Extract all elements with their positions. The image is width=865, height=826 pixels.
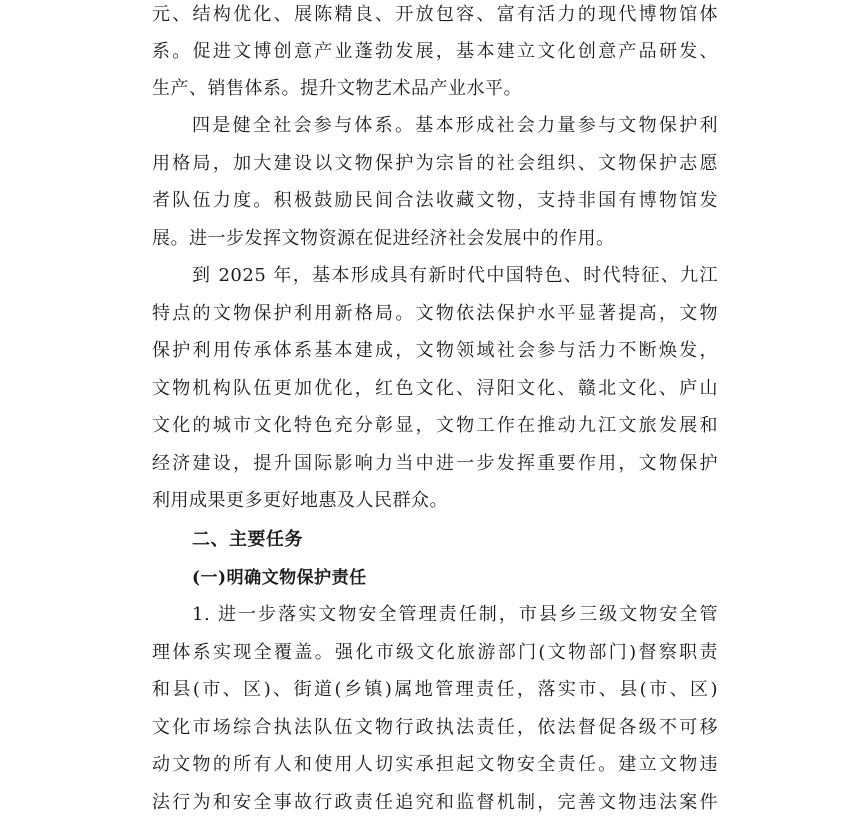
paragraph-line: 展。进一步发挥文物资源在促进经济社会发展中的作用。: [152, 228, 615, 249]
paragraph-line: 者队伍力度。积极鼓励民间合法收藏文物，支持非国有博物馆发: [152, 190, 718, 211]
paragraph-line: 利用成果更多更好地惠及人民群众。: [152, 490, 448, 511]
paragraph-line: 理体系实现全覆盖。强化市级文化旅游部门(文物部门)督察职责: [152, 642, 718, 663]
paragraph-line: 生产、销售体系。提升文物艺术品产业水平。: [152, 78, 522, 99]
subsection-heading: (一)明确文物保护责任: [192, 568, 367, 588]
paragraph-line: 用格局，加大建设以文物保护为宗旨的社会组织、文物保护志愿: [152, 153, 718, 174]
paragraph-line: 特点的文物保护利用新格局。文物依法保护水平显著提高，文物: [152, 303, 718, 324]
paragraph-line: 系。促进文博创意产业蓬勃发展，基本建立文化创意产品研发、: [152, 41, 718, 62]
paragraph-line: 和县(市、区)、街道(乡镇)属地管理责任，落实市、县(市、区): [152, 679, 718, 700]
paragraph-line: 元、结构优化、展陈精良、开放包容、富有活力的现代博物馆体: [152, 4, 718, 25]
section-heading: 二、主要任务: [192, 529, 303, 550]
paragraph-line: 文化市场综合执法队伍文物行政执法责任，依法督促各级不可移: [152, 717, 718, 738]
paragraph-lead-line: 到 2025 年，基本形成具有新时代中国特色、时代特征、九江: [192, 265, 718, 286]
paragraph-lead-line: 1. 进一步落实文物安全管理责任制，市县乡三级文物安全管: [192, 604, 718, 625]
paragraph-line: 动文物的所有人和使用人切实承担起文物安全责任。建立文物违: [152, 754, 718, 775]
paragraph-line: 文物机构队伍更加优化，红色文化、浔阳文化、赣北文化、庐山: [152, 378, 718, 399]
paragraph-line: 保护利用传承体系基本建成，文物领域社会参与活力不断焕发，: [152, 340, 718, 361]
paragraph-lead-line: 四是健全社会参与体系。基本形成社会力量参与文物保护利: [192, 115, 718, 136]
paragraph-line: 法行为和安全事故行政责任追究和监督机制，完善文物违法案件: [152, 792, 718, 813]
paragraph-line: 文化的城市文化特色充分彰显，文物工作在推动九江文旅发展和: [152, 415, 718, 436]
paragraph-line: 经济建设，提升国际影响力当中进一步发挥重要作用，文物保护: [152, 453, 718, 474]
